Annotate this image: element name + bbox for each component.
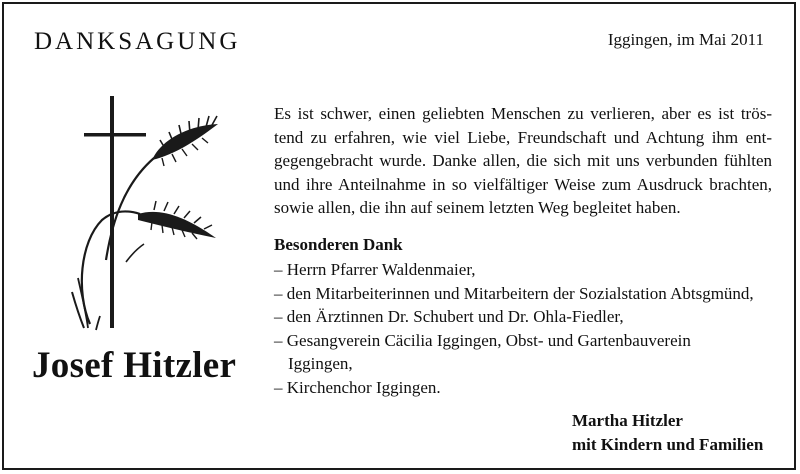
main-text-line: und ihre Anteilnahme in so vielfältiger Weise zum Ausdruck brachten, xyxy=(274,174,772,194)
signature-family: mit Kindern und Familien xyxy=(572,434,764,454)
deceased-name: Josef Hitzler xyxy=(32,345,237,386)
thanks-item: – Herrn Pfarrer Waldenmaier, xyxy=(274,260,476,279)
thanks-item-continuation: Iggingen, xyxy=(288,354,353,373)
main-text-line: sowie allen, die ihn auf seinem letzten Weg begleitet haben. xyxy=(274,198,681,217)
cross-with-wheat-ears-icon xyxy=(62,92,232,332)
thanks-item xyxy=(274,329,774,376)
thanks-list xyxy=(274,258,774,399)
thanks-item: – Kirchenchor Iggingen. xyxy=(274,377,441,397)
main-text xyxy=(274,102,772,220)
place-date: Iggingen, im Mai 2011 xyxy=(607,30,764,49)
thanks-item-text: – Gesangverein Cäcilia Iggingen, Obst- und Gartenbauverein xyxy=(274,330,691,350)
main-text-line: Es ist schwer, einen geliebten Menschen zu verlieren, aber es ist trös- xyxy=(274,104,772,123)
notice-heading: DANKSAGUNG xyxy=(34,28,241,55)
thanks-item: – den Ärztinnen Dr. Schubert und Dr. Ohla-Fiedler, xyxy=(274,307,624,326)
signature-name: Martha Hitzler xyxy=(572,411,683,430)
notice-frame xyxy=(2,2,796,470)
main-text-line: tend zu erfahren, wie viel Liebe, Freundschaft und Achtung ihm ent- xyxy=(274,127,772,147)
thanks-item: – den Mitarbeiterinnen und Mitarbeitern der Sozialstation Abtsgmünd, xyxy=(274,283,754,303)
main-text-line: gegengebracht wurde. Danke allen, die sich mit uns verbunden fühlten xyxy=(274,151,772,170)
signature xyxy=(572,409,763,456)
thanks-title: Besonderen Dank xyxy=(274,235,403,254)
